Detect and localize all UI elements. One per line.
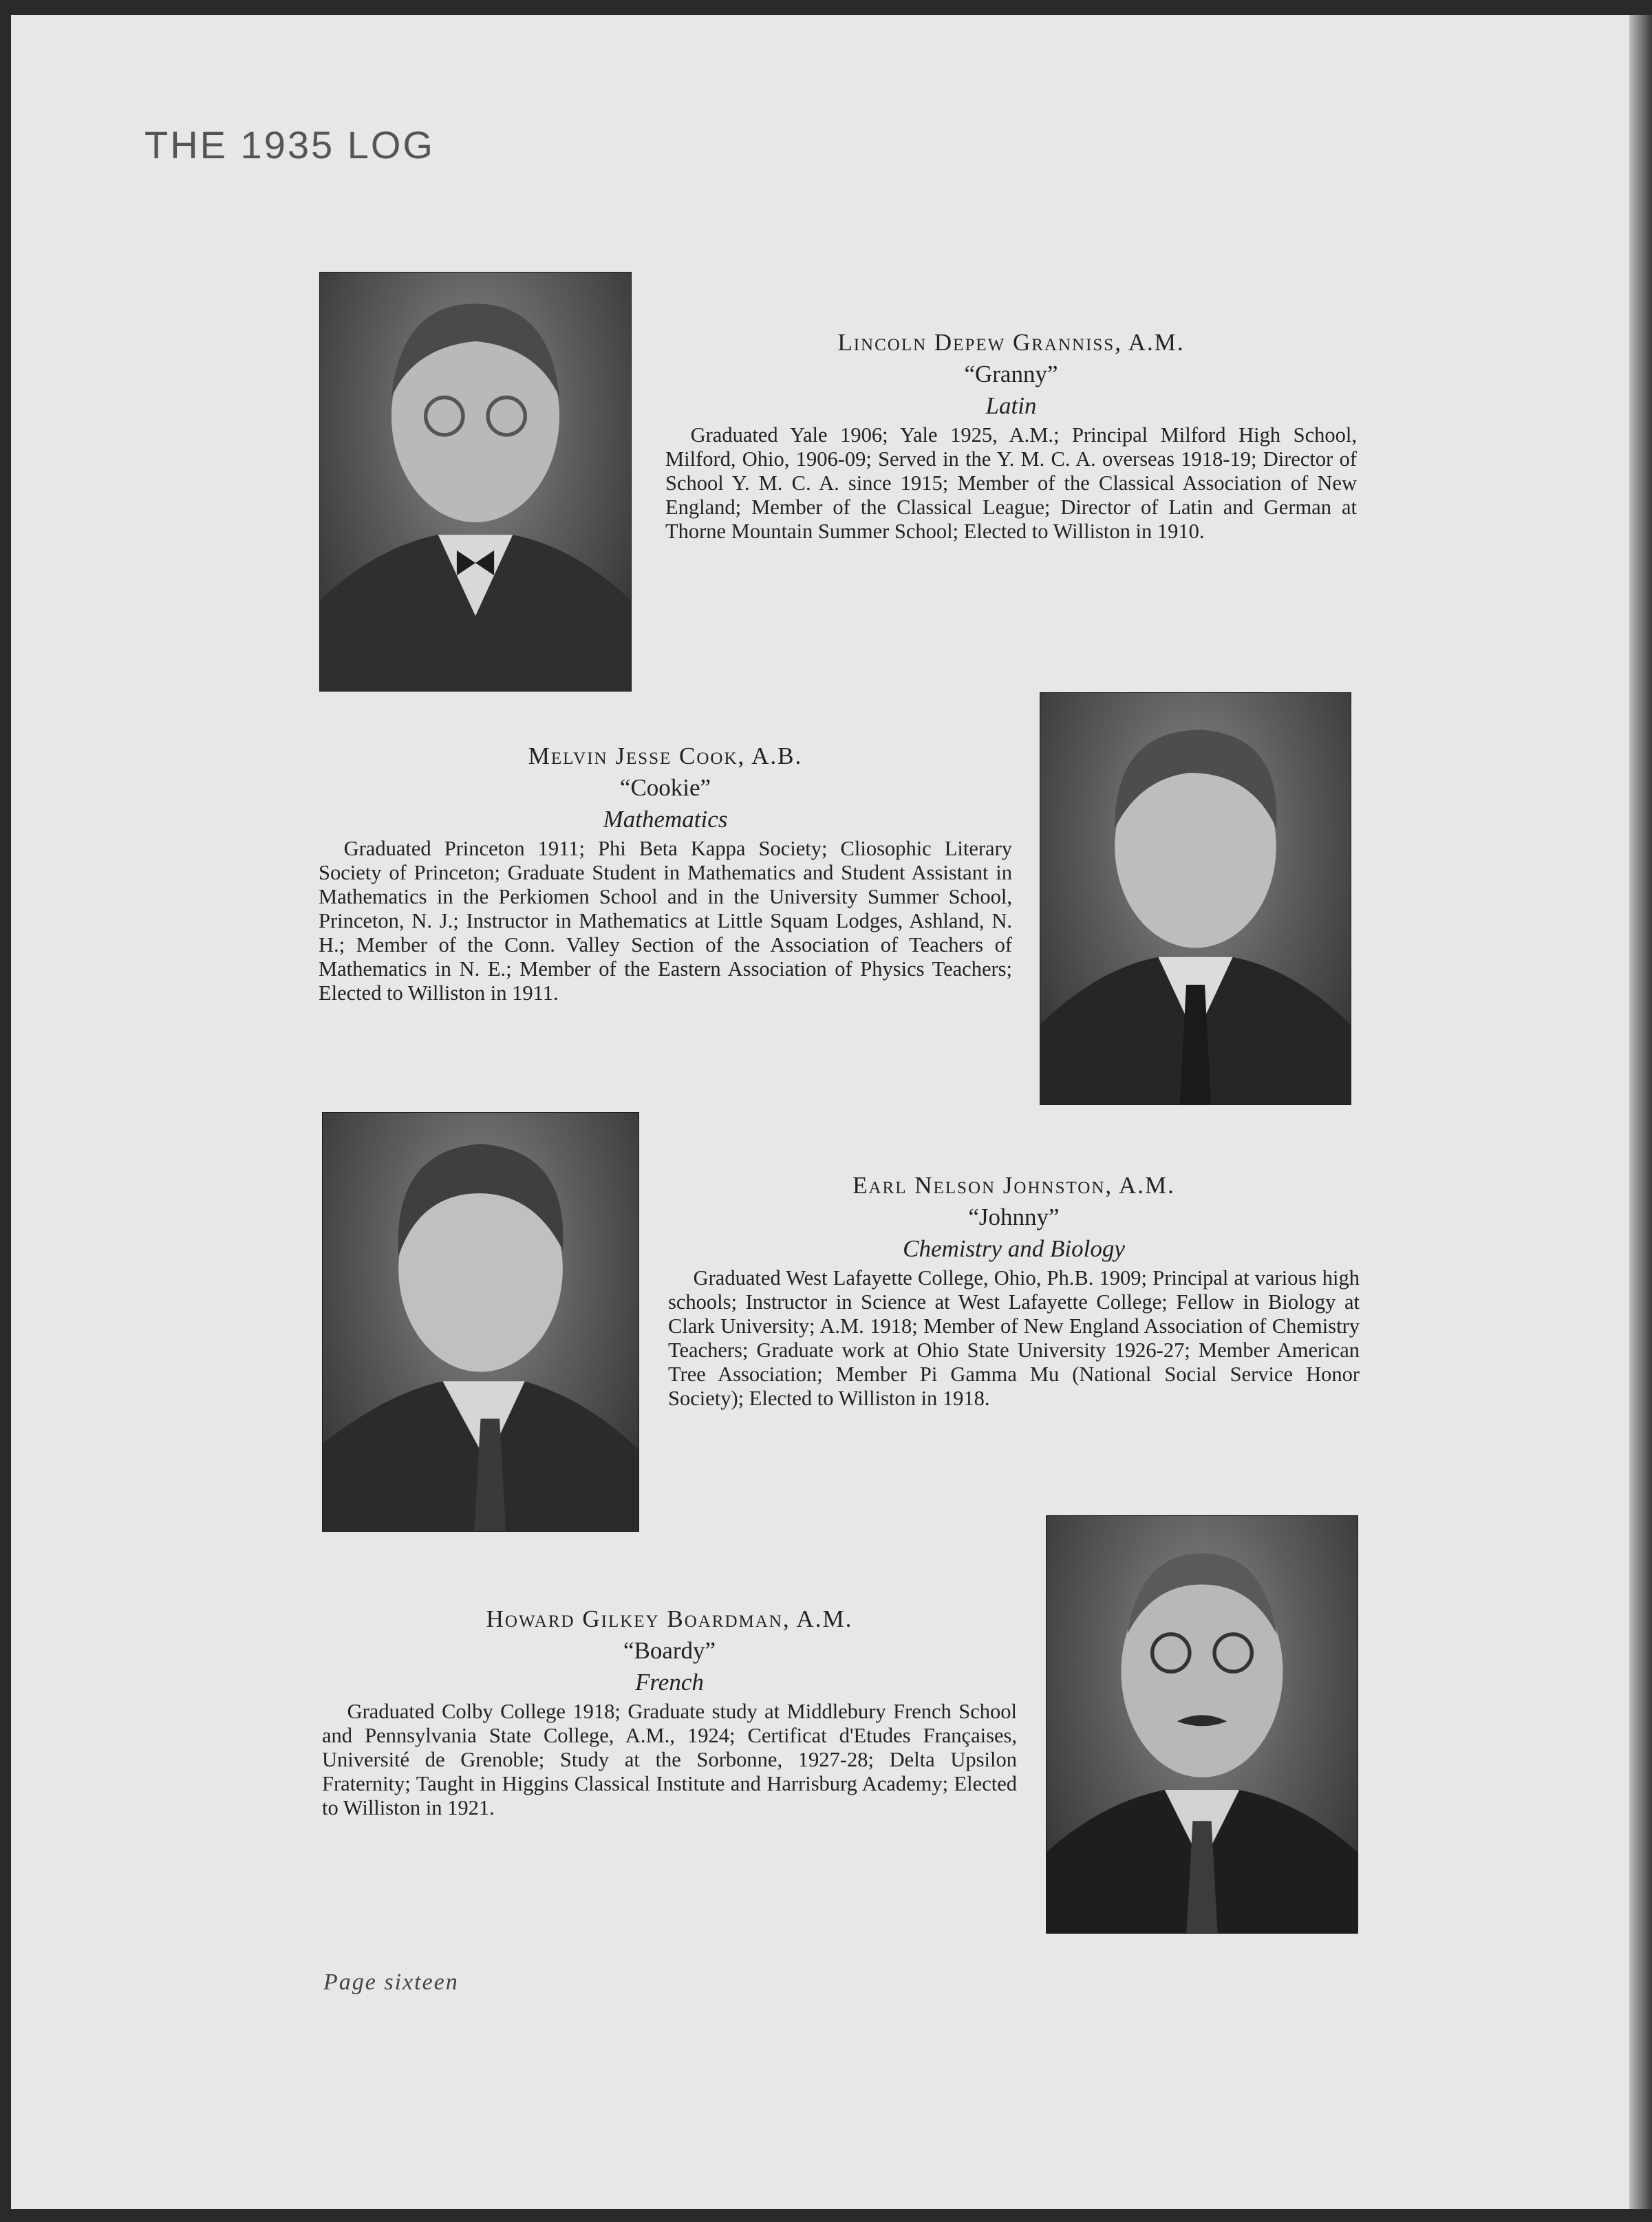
portrait-photo — [322, 1112, 639, 1532]
faculty-nickname: “Boardy” — [623, 1637, 716, 1664]
faculty-entry-cook — [319, 740, 1012, 1005]
portrait-photo — [319, 272, 632, 692]
faculty-name: Lincoln Depew Granniss, A.M. — [837, 329, 1185, 356]
faculty-name: Melvin Jesse Cook, A.B. — [528, 743, 803, 769]
faculty-nickname: “Johnny” — [968, 1204, 1060, 1230]
faculty-bio: Graduated Colby College 1918; Graduate study at Middlebury French School and Pennsylvania State College, A.M., 1924; Certificat d'Etudes Françaises, Université de Grenoble; Study at the Sorbonne, 1927-28; Delta Upsilon Fraternity; Taught in Higgins Classical Institute and Harrisburg Academy; Elected to Williston in 1921. — [322, 1700, 1017, 1819]
portrait-photo — [1046, 1515, 1358, 1934]
portrait-photo — [1040, 692, 1351, 1105]
faculty-name: Howard Gilkey Boardman, A.M. — [486, 1605, 853, 1632]
faculty-name: Earl Nelson Johnston, A.M. — [852, 1172, 1175, 1199]
faculty-subject: Mathematics — [603, 806, 728, 833]
faculty-entry-johnston — [668, 1170, 1360, 1411]
page-edge — [1629, 15, 1652, 2209]
page-number: Page sixteen — [323, 1969, 459, 1995]
faculty-bio: Graduated West Lafayette College, Ohio, Ph.B. 1909; Principal at various high schools; Instructor in Science at West Lafayette College; Fellow in Biology at Clark University; A.M. 1918; Member of New England Association of Chemistry Teachers; Graduate work at Ohio State University 1926-27; Member American Tree Association; Member Pi Gamma Mu (National Social Service Honor Society); Elected to Williston in 1918. — [668, 1266, 1360, 1410]
faculty-subject: Latin — [985, 392, 1037, 419]
page-title: THE 1935 LOG — [144, 123, 435, 167]
faculty-entry-boardman — [322, 1603, 1017, 1820]
faculty-subject: Chemistry and Biology — [903, 1235, 1125, 1262]
faculty-nickname: “Granny” — [964, 361, 1058, 387]
faculty-bio: Graduated Princeton 1911; Phi Beta Kappa Society; Cliosophic Literary Society of Princeton; Graduate Student in Mathematics and Student Assistant in Mathematics in the Perkiomen School and in the University Summer School, Princeton, N. J.; Instructor in Mathematics at Little Squam Lodges, Ashland, N. H.; Member of the Conn. Valley Section of the Association of Teachers of Mathematics in N. E.; Member of the Eastern Association of Physics Teachers; Elected to Williston in 1911. — [319, 837, 1012, 1005]
faculty-nickname: “Cookie” — [619, 774, 711, 801]
faculty-bio: Graduated Yale 1906; Yale 1925, A.M.; Principal Milford High School, Milford, Ohio, 1906-09; Served in the Y. M. C. A. overseas 1918-19; Director of School Y. M. C. A. since 1915; Member of the Classical Association of New England; Member of the Classical League; Director of Latin and German at Thorne Mountain Summer School; Elected to Williston in 1910. — [665, 423, 1357, 543]
faculty-entry-granniss — [665, 327, 1357, 544]
faculty-subject: French — [635, 1669, 704, 1696]
